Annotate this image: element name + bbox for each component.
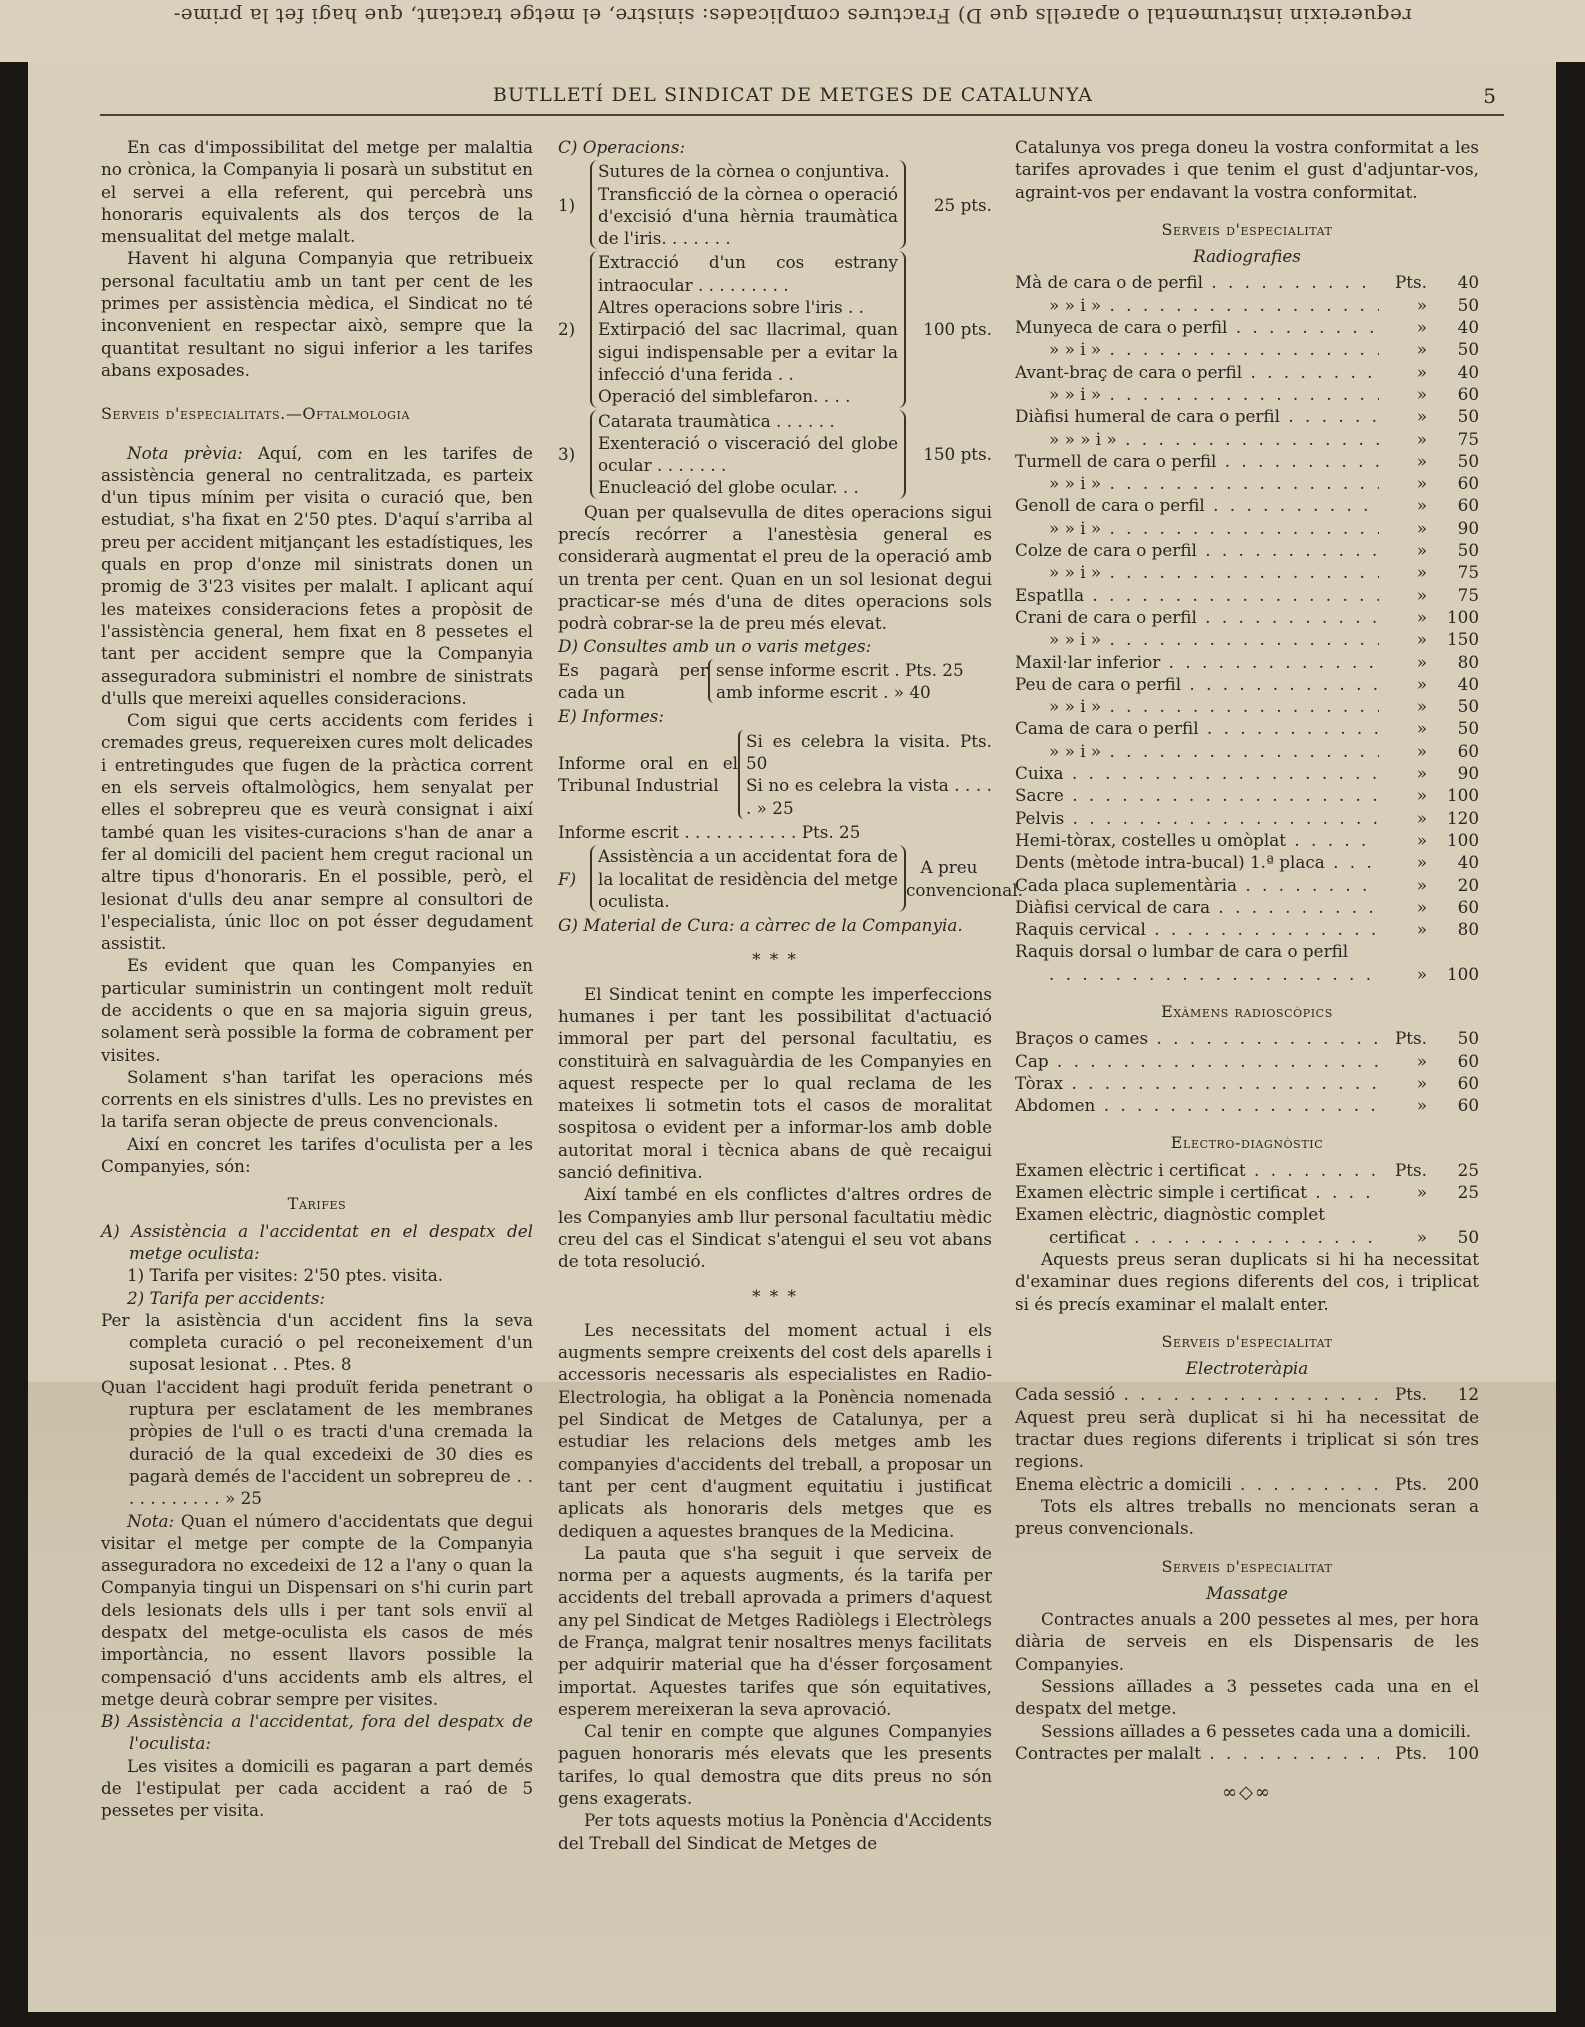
radiografia-currency: » [1416, 562, 1427, 583]
radiografia-row [1015, 539, 1479, 561]
radiografia-label: Mà de cara o de perfil . . . [1015, 271, 1379, 293]
radiografia-currency: » [1416, 517, 1427, 538]
radiografia-row [1015, 271, 1479, 293]
paragraph-anestesia: Quan per qualsevulla de dites operacions sigui precís recórrer a l'anestèsia general es considerarà augmentat el preu de la operació amb un trenta per cent. Quan en un sol lesionat degui practicar-se més d'una de dites operacions sols podrà cobrar-se la de preu més elevat. [558, 501, 992, 634]
electroterapia-section-title: Serveis d'especialitat [1161, 1331, 1333, 1351]
radiografia-row [1015, 874, 1479, 896]
radioscopia-currency: Pts. [1395, 1028, 1427, 1049]
informe-no-visita: Si no es celebra la vista . . . . . » 25 [746, 775, 992, 818]
radiografia-row [1015, 584, 1479, 606]
paragraph-contractes-anuals: Contractes anuals a 200 pessetes al mes, per hora diària de serveis en els Dispensaris de les Companyies. [1015, 1609, 1479, 1674]
op-extirpacio: Extirpació del sac llacrimal, quan sigui indispensable per a evitar la infecció d'una ferida . . [598, 319, 898, 384]
operations-group-1 [558, 160, 992, 249]
radioscopic-list [1015, 1027, 1479, 1116]
separator-stars-2: * * * [752, 1285, 798, 1306]
electro-list [1015, 1159, 1479, 1204]
running-title: BUTLLETÍ DEL SINDICAT DE METGES DE CATALUNYA [492, 84, 1094, 106]
radiografia-row [1015, 561, 1479, 583]
enema-currency: Pts. [1395, 1473, 1427, 1494]
separator-stars-1: * * * [752, 949, 798, 970]
radiografia-value: 50 [1457, 718, 1479, 739]
radiografia-row [1015, 762, 1479, 784]
nota-previa-text: Aquí, com en les tarifes de assistència general no centralitzada, es parteix d'un tipus mínim per visita o curació que, ben estudiat, s'ha fixat en 2'50 ptes. D'aquí s'arriba al preu per accident mitjançant les estadístiques, les quals en prop d'onze mil sinistrats donen un promig de 3'23 visites per malalt. I aplicant aquí les mateixes consideracions fetes a propòsit de l'assistència general, hem fixat en 8 pessetes el tant per accident sempre que la Companyia asseguradora subministri el nombre de sinistrats d'ulls que mereixi aquelles consideracions. [101, 442, 533, 708]
radiografia-currency: » [1416, 829, 1427, 850]
previous-page-bleed [0, 0, 1585, 62]
assistencia-fora [558, 845, 1023, 912]
op-simblefaron: Operació del simblefaron. . . . [598, 386, 851, 407]
op-iris: Altres operacions sobre l'iris . . [598, 297, 864, 318]
radioscopia-row [1015, 1094, 1479, 1116]
informe-si-visita: Si es celebra la visita. Pts. 50 [746, 730, 992, 774]
radiografia-row [1015, 450, 1479, 472]
paragraph-tarifes-intro: Així en concret les tarifes d'oculista per a les Companyies, són: [101, 1133, 533, 1177]
op-extraccio: Extracció d'un cos estrany intraocular . . . . . . . . . [598, 252, 898, 295]
radiografia-currency: » [1416, 406, 1427, 427]
contractes-malalt-value: 100 [1446, 1742, 1479, 1763]
radiografia-row [1015, 829, 1479, 851]
radiografia-row [1015, 673, 1479, 695]
radiografia-label: Espatlla . . . [1015, 584, 1379, 606]
tarifa-accidents: 2) Tarifa per accidents: [127, 1287, 326, 1308]
radioscopia-currency: » [1416, 1095, 1427, 1116]
op-enucleacio: Enucleació del globe ocular. . . [598, 477, 859, 498]
radiografia-label: Turmell de cara o perfil . . . [1015, 450, 1379, 472]
radio-subtitle: Radiografies [1193, 246, 1301, 267]
radiografia-currency: » [1416, 785, 1427, 806]
radiografia-value: 90 [1457, 763, 1479, 784]
radiografia-value: 50 [1457, 294, 1479, 315]
sessio-row [1015, 1383, 1479, 1405]
heading-g: G) Material de Cura: a càrrec de la Companyia. [558, 915, 963, 936]
radioscopia-label: Braços o cames . . . [1015, 1027, 1379, 1049]
electro-complet-label: Examen elèctric, diagnòstic complet [1015, 1204, 1325, 1225]
end-ornament: ∞◇∞ [1222, 1782, 1272, 1804]
radiografia-row [1015, 740, 1479, 762]
electro-row [1015, 1159, 1479, 1181]
radiografia-row [1015, 807, 1479, 829]
radiografia-currency: » [1416, 807, 1427, 828]
radiografia-currency: » [1416, 428, 1427, 449]
group-1-number: 1) [558, 194, 576, 215]
radiografia-value: 150 [1446, 629, 1479, 650]
radiografia-currency: » [1416, 718, 1427, 739]
paragraph-nota [101, 1510, 533, 1711]
radiografia-currency: » [1416, 696, 1427, 717]
electro-currency: Pts. [1395, 1159, 1427, 1180]
radiografia-currency: » [1416, 874, 1427, 895]
radiografia-value: 100 [1446, 785, 1479, 806]
page-number: 5 [1483, 84, 1496, 108]
raquis-dorsal-label: Raquis dorsal o lumbar de cara o perfil [1015, 941, 1349, 962]
radiografia-label: » » i » . . . [1015, 740, 1379, 762]
radiografia-label: Cada placa suplementària . . . [1015, 874, 1379, 896]
radiografies-list [1015, 271, 1479, 940]
heading-b: B) Assistència a l'accidentat, fora del despatx de l'oculista: [101, 1711, 533, 1754]
electro-cert-label: certificat . . . [1015, 1226, 1379, 1248]
radiografia-value: 60 [1457, 495, 1479, 516]
radiografia-label: » » i » . . . [1015, 517, 1379, 539]
radiografia-currency: » [1416, 473, 1427, 494]
radiografia-value: 80 [1457, 919, 1479, 940]
paragraph-substitut: En cas d'impossibilitat del metge per malaltia no crònica, la Companyia li posarà un substitut en el servei a ella referent, qui percebrà uns honoraris equivalents als dos terços de la mensualitat del metge malalt. [101, 137, 533, 247]
radiografia-value: 60 [1457, 473, 1479, 494]
radiografia-value: 90 [1457, 517, 1479, 538]
radiografia-currency: » [1416, 852, 1427, 873]
radiografia-currency: Pts. [1395, 272, 1427, 293]
radiografia-label: Diàfisi cervical de cara . . . [1015, 896, 1379, 918]
assistencia-fora-text: Assistència a un accidentat fora de la localitat de residència del metge oculista. [590, 845, 906, 912]
radiografia-value: 50 [1457, 450, 1479, 471]
radiografia-currency: » [1416, 629, 1427, 650]
radiografia-label: » » » i » . . . [1015, 428, 1379, 450]
informes-options [558, 730, 992, 819]
radiografia-label: Munyeca de cara o perfil . . . [1015, 316, 1379, 338]
radiografia-row [1015, 896, 1479, 918]
raquis-dorsal-value: 100 [1446, 963, 1479, 984]
radiografia-value: 60 [1457, 383, 1479, 404]
radiografia-row [1015, 494, 1479, 516]
electro-cert-row [1015, 1226, 1479, 1248]
radioscopia-currency: » [1416, 1050, 1427, 1071]
contractes-malalt-currency: Pts. [1395, 1742, 1427, 1763]
nota-label: Nota: [127, 1510, 175, 1531]
radiografia-currency: » [1416, 450, 1427, 471]
radiografia-label: » » i » . . . [1015, 294, 1379, 316]
group-2-number: 2) [558, 319, 576, 340]
radiografia-currency: » [1416, 673, 1427, 694]
heading-f: F) [558, 868, 577, 889]
enema-value: 200 [1446, 1473, 1479, 1494]
radiografia-label: » » i » . . . [1015, 561, 1379, 583]
paragraph-conflictes: Així també en els conflictes d'altres ordres de les Companyies amb llur personal facultatiu mèdic creu del cas el Sindicat s'atengui el seu vot abans de tota resolució. [558, 1184, 992, 1272]
radiografia-row [1015, 383, 1479, 405]
op-transficcio: Transficció de la còrnea o operació d'excisió d'una hèrnia traumàtica de l'iris. . . . . . . [598, 183, 898, 249]
radiografia-label: Raquis cervical . . . [1015, 918, 1379, 940]
paragraph-sessions-domicili: Sessions aïllades a 6 pessetes cada una a domicili. [1041, 1720, 1472, 1741]
op-catarata: Catarata traumàtica . . . . . . [598, 410, 835, 431]
group-1-price: 25 pts. [933, 194, 992, 215]
radioscopia-value: 50 [1457, 1028, 1479, 1049]
electro-value: 25 [1457, 1182, 1479, 1203]
heading-e: E) Informes: [558, 706, 665, 727]
radiografia-currency: » [1416, 606, 1427, 627]
radiografia-row [1015, 316, 1479, 338]
radiografia-currency: » [1416, 361, 1427, 382]
radiografia-value: 20 [1457, 874, 1479, 895]
heading-d: D) Consultes amb un o varis metges: [558, 635, 872, 656]
op-sutures: Sutures de la còrnea o conjuntiva. [598, 161, 890, 182]
informe-oral-lead: Informe oral en el Tribunal Industrial [558, 753, 738, 796]
heading-c: C) Operacions: [558, 137, 686, 157]
radiografia-currency: » [1416, 317, 1427, 338]
nota-previa-label: Nota prèvia: [127, 442, 243, 463]
paragraph-duplicats: Aquests preus seran duplicats si hi ha necessitat d'examinar dues regions diferents del cos, i triplicat si és precís examinar el malalt enter. [1015, 1248, 1479, 1314]
radiografia-label: Hemi-tòrax, costelles u omòplat . . . [1015, 829, 1379, 851]
radiografia-value: 60 [1457, 740, 1479, 761]
radiografia-label: Cama de cara o perfil . . . [1015, 717, 1379, 739]
radiografia-currency: » [1416, 651, 1427, 672]
paragraph-contingent: Es evident que quan les Companyies en particular suministrin un contingent molt reduït de accidents o que en sa majoria siguin greus, solament serà possible la forma de cobrament per visites. [101, 955, 533, 1065]
raquis-dorsal-dots [1015, 963, 1379, 985]
radiografia-value: 60 [1457, 896, 1479, 917]
enema-row [1015, 1473, 1479, 1495]
tarifa-sobrepreu: Quan l'accident hagi produït ferida penetrant o ruptura per esclatament de les membranes pròpies de l'ull o es tracti d'una cremada la duració de la qual excedeixi de 30 dies es pagarà demés de l'accident un sobrepreu de . . . . . . . . . . . » 25 [101, 1376, 533, 1509]
tarifes-heading: Tarifes [287, 1194, 347, 1214]
radiografia-row [1015, 361, 1479, 383]
radiografia-value: 100 [1446, 606, 1479, 627]
paragraph-cures: Com sigui que certs accidents com ferides i cremades greus, requereixen cures molt delicades i entretingudes que fugen de la pràctica corrent en els serveis oftalmològics, hem senyalat per elles el sobrepreu que es veurà consignat i així també quan les visites-curacions s'han de anar a fer al domicili del pacient hem cregut racional un altre tipus d'honoraris. En el possible, però, el lesionat d'ulls deu anar sempre al consultori de l'especialista, únic lloc on pot ésser degudament assistit. [101, 710, 533, 954]
assistencia-fora-price: A preu convencional. [906, 857, 1023, 900]
radiografia-row [1015, 784, 1479, 806]
electro-section-title: Electro-diagnòstic [1170, 1133, 1324, 1153]
radiografia-row [1015, 918, 1479, 940]
radiografia-currency: » [1416, 339, 1427, 360]
electro-label: Examen elèctric simple i certificat . . . [1015, 1181, 1379, 1203]
tarifa-visites: 1) Tarifa per visites: 2'50 ptes. visita. [127, 1265, 444, 1286]
journal-page [28, 62, 1556, 2012]
paragraph-sessions-despatx: Sessions aïllades a 3 pessetes cada una en el despatx del metge. [1015, 1676, 1479, 1719]
radiografia-value: 120 [1446, 807, 1479, 828]
radiografia-row [1015, 606, 1479, 628]
radiografia-label: Pelvis . . . [1015, 807, 1379, 829]
radiografia-currency: » [1416, 584, 1427, 605]
paragraph-domicili: Les visites a domicili es pagaran a part demés de l'estipulat per cada accident a raó de 5 pessetes per visita. [101, 1755, 533, 1821]
radiografia-label: » » i » . . . [1015, 472, 1379, 494]
radioscopia-row [1015, 1027, 1479, 1049]
radiografia-value: 75 [1457, 562, 1479, 583]
radioscopia-value: 60 [1457, 1095, 1479, 1116]
column-1 [101, 136, 533, 1822]
sessio-value: 12 [1457, 1384, 1479, 1405]
column-3 [1015, 136, 1479, 1804]
radiografia-currency: » [1416, 540, 1427, 561]
electro-label: Examen elèctric i certificat . . . [1015, 1159, 1379, 1181]
consultes-options [558, 659, 992, 704]
radiografia-label: Peu de cara o perfil . . . [1015, 673, 1379, 695]
paragraph-ponencia: Per tots aquests motius la Ponència d'Accidents del Treball del Sindicat de Metges de [558, 1810, 992, 1853]
group-2-price: 100 pts. [923, 319, 992, 340]
radioscopia-label: Cap . . . [1015, 1050, 1379, 1072]
electroterapia-subtitle: Electroteràpia [1185, 1358, 1309, 1379]
radiografia-label: » » i » . . . [1015, 628, 1379, 650]
paragraph-conformitat: Catalunya vos prega doneu la vostra conformitat a les tarifes aprovades i que tenim el gust d'adjuntar-vos, agraint-vos per endavant la vostra conformitat. [1015, 137, 1479, 202]
tarifa-accident-price: Per la asistència d'un accident fins la seva completa curació o pel reconeixement d'un suposat lesionat . . Ptes. 8 [101, 1309, 533, 1375]
radioscopia-row [1015, 1050, 1479, 1072]
radiografia-value: 50 [1457, 339, 1479, 360]
sessio-label: Cada sessió . . . [1015, 1383, 1379, 1405]
electro-currency: » [1416, 1182, 1427, 1203]
electro-value: 25 [1457, 1159, 1479, 1180]
radiografia-row [1015, 428, 1479, 450]
header-rule [100, 114, 1504, 116]
radioscopia-value: 60 [1457, 1072, 1479, 1093]
radioscopia-row [1015, 1072, 1479, 1094]
radiografia-value: 50 [1457, 406, 1479, 427]
radiografia-row [1015, 517, 1479, 539]
paragraph-sindicat: El Sindicat tenint en compte les imperfeccions humanes i per tant les possibilitat d'actuació immoral per part del personal facultatiu, es constituirà en salvaguàrdia de les Companyies en aquest respecte per lo qual reclama de les mateixes li sotmetin tots el casos de moralitat sospitosa o evident per a informar-los amb doble autoritat moral i tècnica abans de què recaigui sanció definitiva. [558, 983, 992, 1183]
informe-escrit: Informe escrit . . . . . . . . . . . Pts. 25 [558, 821, 861, 842]
running-header [28, 84, 1556, 124]
raquis-dorsal-row [1015, 963, 1479, 985]
sessio-currency: Pts. [1395, 1384, 1427, 1405]
radiografia-currency: » [1416, 763, 1427, 784]
radiografia-row [1015, 717, 1479, 739]
radiografia-row [1015, 651, 1479, 673]
radiografia-label: » » i » . . . [1015, 338, 1379, 360]
radiografia-currency: » [1416, 740, 1427, 761]
heading-a: A) Assistència a l'accidentat en el despatx del metge oculista: [101, 1220, 533, 1263]
radiografia-value: 80 [1457, 651, 1479, 672]
radiografia-value: 100 [1446, 829, 1479, 850]
paragraph-primes: Havent hi alguna Companyia que retribueix personal facultatiu amb un tant per cent de les primes per assistència mèdica, el Sindicat no té inconvenient en respectar això, sempre que la quantitat resultant no sigui inferior a les tarifes abans exposades. [101, 248, 533, 380]
electro-cert-value: 50 [1457, 1226, 1479, 1247]
radiografia-value: 40 [1457, 272, 1479, 293]
radioscopia-label: Tòrax . . . [1015, 1072, 1379, 1094]
paragraph-necessitats: Les necessitats del moment actual i els augments sempre creixents del cost dels aparells i accessoris necessaris als especialistes en Radio-Electrologia, ha obligat a la Ponència nomenada pel Sindicat de Metges de Catalunya, per a estudiar les relacions dels metges amb les companyies d'accidents del treball, a proposar un tant per cent d'augment equitatiu i justificat aplicats als honoraris dels metges que es dediquen a aquestes branques de la Medicina. [558, 1319, 992, 1541]
radiografia-value: 40 [1457, 852, 1479, 873]
consulta-sense-informe: sense informe escrit . Pts. 25 [716, 659, 964, 680]
radiografia-currency: » [1416, 896, 1427, 917]
radiografia-row [1015, 628, 1479, 650]
paragraph-altres-treballs: Tots els altres treballs no mencionats seran a preus convencionals. [1015, 1495, 1479, 1539]
radiografia-currency: » [1416, 383, 1427, 404]
contractes-malalt-row [1015, 1742, 1479, 1764]
radiografia-row [1015, 851, 1479, 873]
radioscopia-value: 60 [1457, 1050, 1479, 1071]
radiografia-row [1015, 695, 1479, 717]
paragraph-operacions: Solament s'han tarifat les operacions més corrents en els sinistres d'ulls. Les no previstes en la tarifa seran objecte de preus convencionals. [101, 1066, 533, 1132]
op-exenteracio: Exenteració o visceració del globe ocular . . . . . . . [598, 432, 898, 476]
radiografia-value: 50 [1457, 540, 1479, 561]
enema-label: Enema elèctric a domicili . . . [1015, 1473, 1379, 1495]
radioscopia-label: Abdomen . . . [1015, 1094, 1379, 1116]
paragraph-pauta: La pauta que s'ha seguit i que serveix de norma per a aquests augments, és la tarifa per accidents del treball aprovada a primers d'aquest any pel Sindicat de Metges Radiòlegs i Electròlegs de França, malgrat tenir nosaltres menys facilitats per adquirir material que ha d'ésser forçosament importat. Aquestes tarifes que són equitatives, esperem mereixeran la seva aprovació. [558, 1542, 992, 1719]
radiografia-label: Crani de cara o perfil . . . [1015, 606, 1379, 628]
radiografia-row [1015, 472, 1479, 494]
radiografia-value: 50 [1457, 696, 1479, 717]
radiografia-row [1015, 338, 1479, 360]
raquis-dorsal-currency: » [1416, 963, 1427, 984]
radio-section-title: Serveis d'especialitat [1161, 219, 1333, 239]
consulta-amb-informe: amb informe escrit . » 40 [716, 682, 931, 703]
radiografia-label: Genoll de cara o perfil . . . [1015, 494, 1379, 516]
consultes-lead: Es pagarà per cada un [558, 659, 708, 703]
radioscopia-currency: » [1416, 1072, 1427, 1093]
radiografia-label: Maxil·lar inferior . . . [1015, 651, 1379, 673]
radiografia-label: Diàfisi humeral de cara o perfil . . . [1015, 405, 1379, 427]
column-2 [558, 136, 1023, 1854]
section-oftalmologia: Serveis d'especialitats.—Oftalmologia [101, 404, 411, 424]
radiografia-label: Avant-braç de cara o perfil . . . [1015, 361, 1379, 383]
radiografia-label: Sacre . . . [1015, 784, 1379, 806]
massatge-section-title: Serveis d'especialitat [1161, 1556, 1333, 1576]
paragraph-nota-previa [101, 442, 533, 710]
radiografia-row [1015, 294, 1479, 316]
radiografia-label: » » i » . . . [1015, 695, 1379, 717]
radiografia-currency: » [1416, 495, 1427, 516]
radiografia-value: 40 [1457, 317, 1479, 338]
radiografia-value: 75 [1457, 584, 1479, 605]
operations-group-3 [558, 410, 992, 499]
paragraph-electroterapia: Aquest preu serà duplicat si hi ha necessitat de tractar dues regions diferents i triplicat si són tres regions. [1015, 1406, 1479, 1472]
bleed-text: requereixin instrumental o aparells que D) Fractures complicades: sinistre, el metge tractant, que hagi fet la prime- [173, 4, 1412, 28]
paragraph-companyies: Cal tenir en compte que algunes Companyies paguen honoraris més elevats que les presents tarifes, lo qual demostra que dits preus no són gens exagerats. [558, 1721, 992, 1809]
radiografia-label: Dents (mètode intra-bucal) 1.ª placa . . . [1015, 851, 1379, 873]
radioscopic-section-title: Exàmens radioscòpics [1161, 1001, 1333, 1021]
contractes-malalt-label: Contractes per malalt . . . [1015, 1742, 1379, 1764]
radiografia-value: 40 [1457, 673, 1479, 694]
radiografia-row [1015, 405, 1479, 427]
radiografia-value: 40 [1457, 361, 1479, 382]
electro-row [1015, 1181, 1479, 1203]
electro-cert-currency: » [1416, 1226, 1427, 1247]
radiografia-currency: » [1416, 294, 1427, 315]
radiografia-label: Colze de cara o perfil . . . [1015, 539, 1379, 561]
group-3-price: 150 pts. [923, 444, 992, 464]
massatge-subtitle: Massatge [1206, 1582, 1288, 1603]
radiografia-label: » » i » . . . [1015, 383, 1379, 405]
nota-text: Quan el número d'accidentats que degui visitar el metge per compte de la Companyia asseguradora no excedeixi de 12 a l'any o quan la Companyia tingui un Dispensari on s'hi curin part dels lesionats dels ulls i per tant sols enviï al despatx del metge-oculista els casos de més importància, no essent llavors possible la compensació d'uns accidents amb els altres, el metge deurà cobrar sempre per visites. [101, 1510, 533, 1709]
group-3-number: 3) [558, 444, 576, 464]
radiografia-value: 75 [1457, 428, 1479, 449]
operations-group-2 [558, 251, 992, 407]
radiografia-currency: » [1416, 919, 1427, 940]
radiografia-label: Cuixa . . . [1015, 762, 1379, 784]
